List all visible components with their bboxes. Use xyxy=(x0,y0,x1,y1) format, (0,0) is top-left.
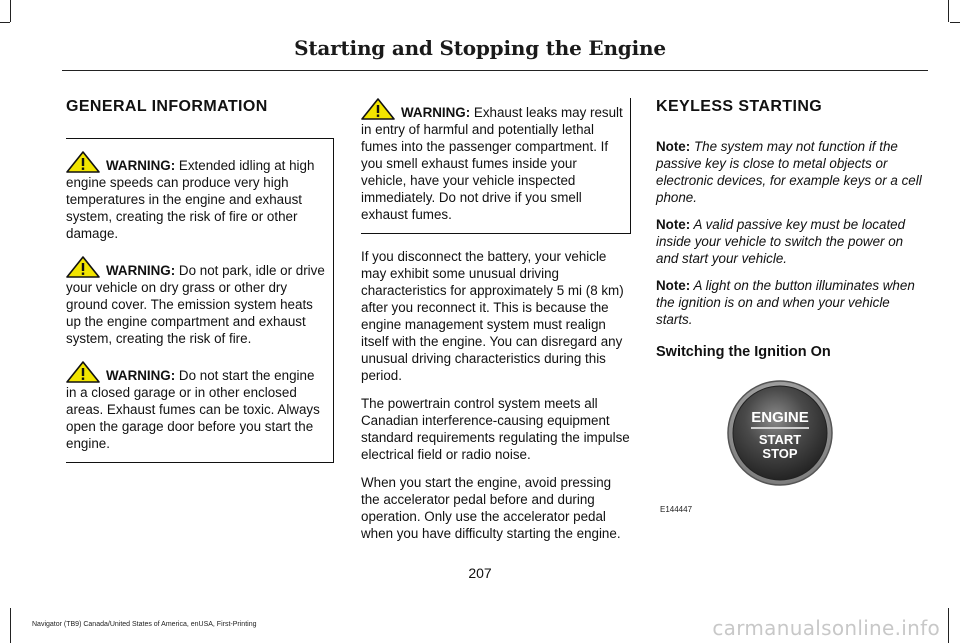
warning-label: WARNING: xyxy=(106,158,176,173)
warning-box xyxy=(66,138,334,463)
column-exhaust-warning xyxy=(361,98,631,553)
button-label-stop: STOP xyxy=(762,446,798,461)
warning-label: WARNING: xyxy=(106,368,176,383)
button-label-start: START xyxy=(758,432,802,447)
warning-label: WARNING: xyxy=(106,263,176,278)
crop-mark xyxy=(0,22,10,23)
column-keyless-starting xyxy=(656,98,928,360)
subheading-switching-ignition-on: Switching the Ignition On xyxy=(656,344,831,360)
body-paragraph: If you disconnect the battery, your vehicle may exhibit some unusual driving characteristics for approximately 5 mi (8 km) after you reconnect it. This is because the engine management system must realign itself with the engine. You can disregard any unusual driving characteristics during this period. xyxy=(361,249,624,383)
warning-item xyxy=(66,151,327,242)
crop-mark xyxy=(948,608,949,643)
button-label-divider xyxy=(751,427,809,429)
warning-item xyxy=(66,256,327,347)
header-divider xyxy=(62,70,928,71)
watermark: carmanualsonline.info xyxy=(712,616,940,640)
section-heading-keyless-starting: KEYLESS STARTING xyxy=(656,98,823,115)
page-number: 207 xyxy=(468,565,492,581)
warning-box xyxy=(361,98,631,234)
note-text: The system may not function if the passive key is close to metal objects or electronic devices, for example keys or a cell phone. xyxy=(656,139,922,205)
warning-text: Do not park, idle or drive your vehicle on dry grass or other dry ground cover. The emission system heats up the engine compartment and exhaust system, creating the risk of fire. xyxy=(66,263,325,346)
body-paragraph: The powertrain control system meets all Canadian interference-causing equipment standard requirements regulating the impulse electrical field or radio noise. xyxy=(361,396,630,462)
note-item xyxy=(656,216,928,267)
note-item xyxy=(656,138,928,206)
note-item xyxy=(656,277,928,328)
note-label: Note: xyxy=(656,217,691,232)
warning-text: Exhaust leaks may result in entry of harmful and potentially lethal fumes into the passenger compartment. If you smell exhaust fumes inside your vehicle, have your vehicle inspected immediately. Do not drive if you smell exhaust fumes. xyxy=(361,105,623,222)
warning-triangle-icon xyxy=(361,98,395,120)
warning-triangle-icon xyxy=(66,256,100,278)
warning-label: WARNING: xyxy=(401,105,471,120)
crop-mark xyxy=(10,0,11,22)
column-general-information xyxy=(66,98,334,463)
warning-item xyxy=(361,98,624,223)
footer-printing-info: Navigator (TB9) Canada/United States of America, enUSA, First-Printing xyxy=(32,621,257,628)
page-title: Starting and Stopping the Engine xyxy=(294,36,666,60)
warning-triangle-icon xyxy=(66,151,100,173)
warning-text: Extended idling at high engine speeds can produce very high temperatures in the engine and exhaust system, creating the risk of fire or other damage. xyxy=(66,158,315,241)
crop-mark xyxy=(948,0,949,22)
note-label: Note: xyxy=(656,139,691,154)
crop-mark xyxy=(950,22,960,23)
warning-item xyxy=(66,361,327,452)
crop-mark xyxy=(10,608,11,643)
warning-text: Do not start the engine in a closed garage or in other enclosed areas. Exhaust fumes can be toxic. Always open the garage door before you start the engine. xyxy=(66,368,320,451)
note-text: A valid passive key must be located inside your vehicle to switch the power on and start your vehicle. xyxy=(656,217,906,266)
button-label-engine: ENGINE xyxy=(751,409,809,426)
section-heading-general-information: GENERAL INFORMATION xyxy=(66,98,268,115)
note-label: Note: xyxy=(656,278,691,293)
note-text: A light on the button illuminates when the ignition is on and when your vehicle starts. xyxy=(656,278,915,327)
body-paragraph: When you start the engine, avoid pressing the accelerator pedal before and during operation. Only use the accelerator pedal when you have difficulty starting the engine. xyxy=(361,475,621,541)
engine-start-stop-button-illustration xyxy=(656,350,928,520)
image-code: E144447 xyxy=(660,505,693,514)
warning-triangle-icon xyxy=(66,361,100,383)
